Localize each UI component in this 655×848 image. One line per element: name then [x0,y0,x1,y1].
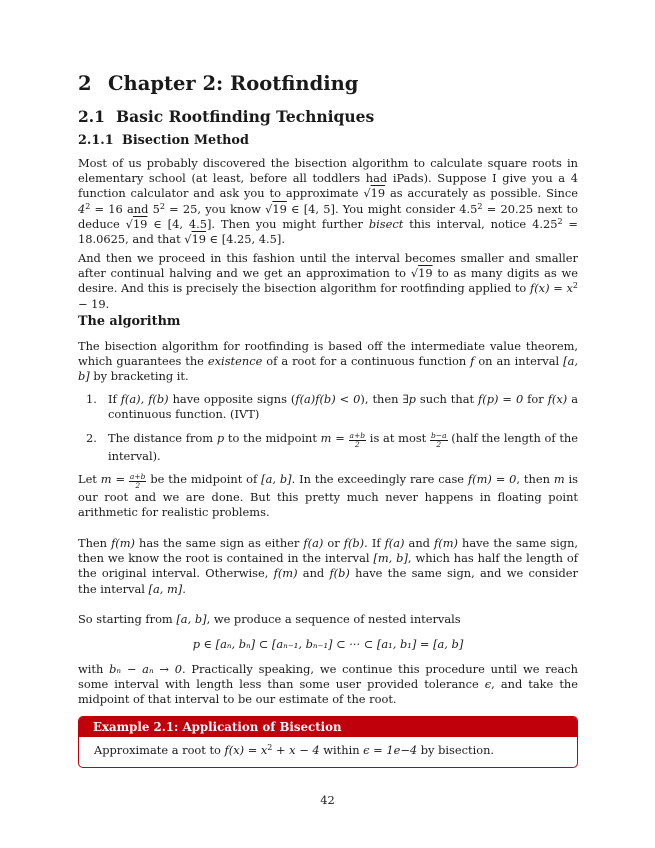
example-header: Example 2.1: Application of Bisection [79,717,577,737]
example-body: Approximate a root to $f(x) = x^2 + x - 4$ within ϵ = 1e−4 by bisection. [94,743,495,757]
intro-paragraph-1: Most of us probably discovered the bisection algorithm to calculate square roots in elementary school (at least, before all toddlers had iPads). Suppose I give you a 4 function calculator and ask you to approximate √ 19 as accurately as possible. Since $4^2 = 16$ and $5^2 = 25$, you know √ 19 ∈ [4, 5]. You might consider $4.5^2 = 20.25$ next to deduce √ 19 ∈ [4, 4.5]. Then you might further bisect this interval, notice $4.25^2 = 18.0625$, and that √ 19 ∈ [4.25, 4.5]. [78,156,578,247]
fraction: $\frac{a+b}{2}$ [349,431,366,450]
list-item: 1. If f(a), f(b) have opposite signs (f(a)f(b) < 0), then ∃p such that f(p) = 0 for f(x) a continuous function. (IVT) [86,392,578,422]
page-number: 42 [320,793,335,807]
example-box [78,716,578,768]
algorithm-heading: The algorithm [78,314,181,329]
chapter-number: 2 [78,72,92,95]
bisect-emphasis: bisect [368,216,404,231]
nested-intervals-paragraph: So starting from [a, b], we produce a sequence of nested intervals [78,612,461,626]
subsection-title: Bisection Method [122,133,249,148]
existence-emphasis: existence [207,354,263,369]
section-heading [78,107,374,126]
chapter-title: Chapter 2: Rootfinding [108,72,359,95]
chapter-heading [78,72,358,95]
sign-paragraph: Then f(m) has the same sign as either f(a) or f(b). If f(a) and f(m) have the same sign, then we know the root is contained in the interval [m, b], which has half the length of the original interval. Otherwise, f(m) and f(b) have the same sign, and we consider the interval [a, m]. [78,536,579,596]
tolerance-paragraph: with bₙ − aₙ → 0. Practically speaking, we continue this procedure until we reach some interval with length less than some user provided tolerance ϵ, and take the midpoint of that interval to be our estimate of the root. [78,662,578,707]
intro-paragraph-2: And then we proceed in this fashion until the interval becomes smaller and smaller after continual halving and we get an approximation to √ 19 to as many digits as we desire. And this is precisely the bisection algorithm for rootfinding applied to $f(x) = x^2 - 19$. [78,251,578,312]
algorithm-paragraph: The bisection algorithm for rootfinding is based off the intermediate value theorem, which guarantees the existence of a root for a continuous function f on an interval [a, b] by bracketing it. [78,339,579,384]
subsection-heading [78,133,249,148]
algorithm-list [78,392,578,465]
list-item: 2. The distance from p to the midpoint m = $\frac{a+b}{2}$ is at most $\frac{b-a}{2}$ (half the length of the interval). [86,431,579,464]
math-sqrt19: √ 19 [363,186,385,200]
section-title: Basic Rootfinding Techniques [116,107,375,126]
fraction: $\frac{a+b}{2}$ [129,472,146,490]
nested-intervals-equation: p ∈ [aₙ, bₙ] ⊂ [aₙ₋₁, bₙ₋₁] ⊂ ··· ⊂ [a₁, b₁] = [a, b] [192,637,464,651]
fraction: $\frac{b-a}{2}$ [430,431,447,450]
section-number: 2.1 [78,107,105,126]
midpoint-paragraph: Let m = $\frac{a+b}{2}$ be the midpoint of [a, b]. In the exceedingly rare case f(m) = 0, then m is our root and we are done. But this pretty much never happens in floating point arithmetic for realistic problems. [78,472,579,520]
subsection-number: 2.1.1 [78,133,114,148]
